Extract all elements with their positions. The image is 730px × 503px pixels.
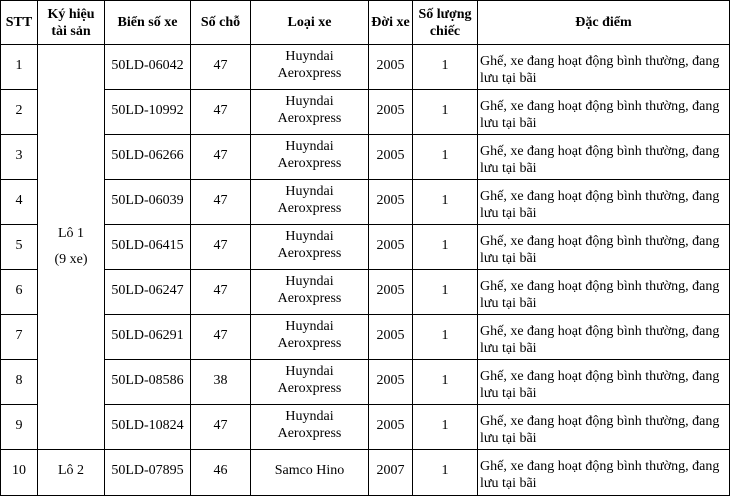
features-line2: lưu tại bãi — [480, 206, 537, 221]
cell-vehicle-type — [251, 270, 369, 315]
cell-seats: 47 — [191, 270, 251, 315]
cell-plate: 50LD-06247 — [105, 270, 191, 315]
vehicle-type-line1: Huyndai — [285, 274, 334, 289]
cell-vehicle-type — [251, 45, 369, 90]
header-quantity-line2: chiếc — [429, 23, 461, 39]
features-line1: Ghế, xe đang hoạt động bình thường, đang — [480, 279, 720, 294]
cell-year: 2005 — [369, 90, 413, 135]
header-row — [1, 1, 730, 45]
features-line1: Ghế, xe đang hoạt động bình thường, đang — [480, 234, 720, 249]
cell-vehicle-type — [251, 405, 369, 450]
header-year: Đời xe — [369, 1, 413, 45]
cell-plate: 50LD-06266 — [105, 135, 191, 180]
vehicle-type-line1: Huyndai — [285, 364, 334, 379]
features-line1: Ghế, xe đang hoạt động bình thường, đang — [480, 189, 720, 204]
vehicle-type-line2: Aeroxpress — [277, 426, 342, 441]
cell-seats: 47 — [191, 405, 251, 450]
cell-seats: 47 — [191, 135, 251, 180]
cell-stt: 2 — [1, 90, 38, 135]
features-line2: lưu tại bãi — [480, 386, 537, 401]
vehicle-type-line2: Aeroxpress — [277, 201, 342, 216]
cell-plate: 50LD-08586 — [105, 360, 191, 405]
features-line2: lưu tại bãi — [480, 116, 537, 131]
cell-vehicle-type — [251, 180, 369, 225]
header-vehicle-type: Loại xe — [251, 1, 369, 45]
table-row — [1, 90, 730, 135]
vehicle-type-line2: Aeroxpress — [277, 336, 342, 351]
cell-year: 2005 — [369, 360, 413, 405]
cell-features — [478, 405, 730, 450]
vehicle-type-line1: Huyndai — [285, 229, 334, 244]
cell-seats: 46 — [191, 450, 251, 496]
cell-features — [478, 360, 730, 405]
features-line1: Ghế, xe đang hoạt động bình thường, đang — [480, 144, 720, 159]
table-row — [1, 225, 730, 270]
cell-vehicle-type — [251, 225, 369, 270]
features-line2: lưu tại bãi — [480, 71, 537, 86]
features-line2: lưu tại bãi — [480, 296, 537, 311]
cell-stt: 5 — [1, 225, 38, 270]
cell-seats: 47 — [191, 225, 251, 270]
cell-seats: 47 — [191, 90, 251, 135]
cell-features — [478, 315, 730, 360]
cell-seats: 47 — [191, 45, 251, 90]
table-row — [1, 45, 730, 90]
cell-asset-group-1 — [38, 45, 105, 450]
cell-quantity: 1 — [413, 450, 478, 496]
cell-features — [478, 135, 730, 180]
header-asset-code-line2: tài sản — [51, 23, 91, 39]
features-line1: Ghế, xe đang hoạt động bình thường, đang — [480, 99, 720, 114]
features-line2: lưu tại bãi — [480, 476, 537, 491]
cell-stt: 1 — [1, 45, 38, 90]
features-line1: Ghế, xe đang hoạt động bình thường, đang — [480, 414, 720, 429]
features-line1: Ghế, xe đang hoạt động bình thường, đang — [480, 369, 720, 384]
cell-year: 2005 — [369, 135, 413, 180]
vehicle-type-line1: Huyndai — [285, 409, 334, 424]
group-1-count: (9 xe) — [54, 252, 88, 267]
cell-vehicle-type — [251, 360, 369, 405]
cell-vehicle-type — [251, 90, 369, 135]
cell-features — [478, 225, 730, 270]
cell-quantity: 1 — [413, 90, 478, 135]
cell-quantity: 1 — [413, 135, 478, 180]
cell-plate: 50LD-06415 — [105, 225, 191, 270]
cell-year: 2005 — [369, 405, 413, 450]
table-row — [1, 180, 730, 225]
cell-features — [478, 45, 730, 90]
cell-year: 2005 — [369, 315, 413, 360]
cell-year: 2007 — [369, 450, 413, 496]
vehicle-type-line1: Huyndai — [285, 49, 334, 64]
vehicle-type-line1: Huyndai — [285, 184, 334, 199]
header-asset-code — [38, 1, 105, 45]
vehicle-type-line2: Aeroxpress — [277, 66, 342, 81]
cell-stt: 8 — [1, 360, 38, 405]
cell-seats: 47 — [191, 315, 251, 360]
vehicle-type-line1: Huyndai — [285, 139, 334, 154]
cell-plate: 50LD-10992 — [105, 90, 191, 135]
group-1-label: Lô 1 — [57, 226, 85, 241]
vehicle-type-line2: Aeroxpress — [277, 291, 342, 306]
cell-quantity: 1 — [413, 405, 478, 450]
cell-vehicle-type — [251, 135, 369, 180]
cell-quantity: 1 — [413, 315, 478, 360]
features-line2: lưu tại bãi — [480, 161, 537, 176]
table-row — [1, 315, 730, 360]
cell-stt: 10 — [1, 450, 38, 496]
table-row — [1, 450, 730, 496]
cell-stt: 4 — [1, 180, 38, 225]
features-line2: lưu tại bãi — [480, 341, 537, 356]
features-line1: Ghế, xe đang hoạt động bình thường, đang — [480, 324, 720, 339]
cell-features — [478, 450, 730, 496]
cell-seats: 47 — [191, 180, 251, 225]
cell-stt: 9 — [1, 405, 38, 450]
header-stt: STT — [1, 1, 38, 45]
header-asset-code-line1: Ký hiệu — [47, 6, 95, 22]
cell-features — [478, 90, 730, 135]
cell-asset-group-2: Lô 2 — [38, 450, 105, 496]
cell-features — [478, 270, 730, 315]
cell-vehicle-type: Samco Hino — [251, 450, 369, 496]
features-line1: Ghế, xe đang hoạt động bình thường, đang — [480, 459, 720, 474]
cell-quantity: 1 — [413, 180, 478, 225]
header-features: Đặc điểm — [478, 1, 730, 45]
cell-year: 2005 — [369, 45, 413, 90]
cell-seats: 38 — [191, 360, 251, 405]
vehicle-type-line2: Aeroxpress — [277, 246, 342, 261]
cell-plate: 50LD-07895 — [105, 450, 191, 496]
cell-quantity: 1 — [413, 225, 478, 270]
cell-quantity: 1 — [413, 360, 478, 405]
cell-plate: 50LD-06039 — [105, 180, 191, 225]
cell-features — [478, 180, 730, 225]
cell-plate: 50LD-06291 — [105, 315, 191, 360]
features-line2: lưu tại bãi — [480, 431, 537, 446]
vehicle-type-line2: Aeroxpress — [277, 111, 342, 126]
cell-year: 2005 — [369, 180, 413, 225]
header-seats: Số chỗ — [191, 1, 251, 45]
vehicle-type-line1: Huyndai — [285, 319, 334, 334]
vehicle-type-line2: Aeroxpress — [277, 156, 342, 171]
table-row — [1, 405, 730, 450]
cell-stt: 3 — [1, 135, 38, 180]
features-line2: lưu tại bãi — [480, 251, 537, 266]
cell-vehicle-type — [251, 315, 369, 360]
table-row — [1, 270, 730, 315]
table-row — [1, 360, 730, 405]
vehicle-type-line1: Huyndai — [285, 94, 334, 109]
header-plate: Biển số xe — [105, 1, 191, 45]
cell-plate: 50LD-06042 — [105, 45, 191, 90]
cell-stt: 6 — [1, 270, 38, 315]
features-line1: Ghế, xe đang hoạt động bình thường, đang — [480, 54, 720, 69]
cell-year: 2005 — [369, 270, 413, 315]
cell-quantity: 1 — [413, 45, 478, 90]
vehicle-type-line2: Aeroxpress — [277, 381, 342, 396]
cell-plate: 50LD-10824 — [105, 405, 191, 450]
cell-stt: 7 — [1, 315, 38, 360]
header-quantity-line1: Số lượng — [418, 6, 472, 22]
cell-year: 2005 — [369, 225, 413, 270]
header-quantity — [413, 1, 478, 45]
table-row — [1, 135, 730, 180]
cell-quantity: 1 — [413, 270, 478, 315]
